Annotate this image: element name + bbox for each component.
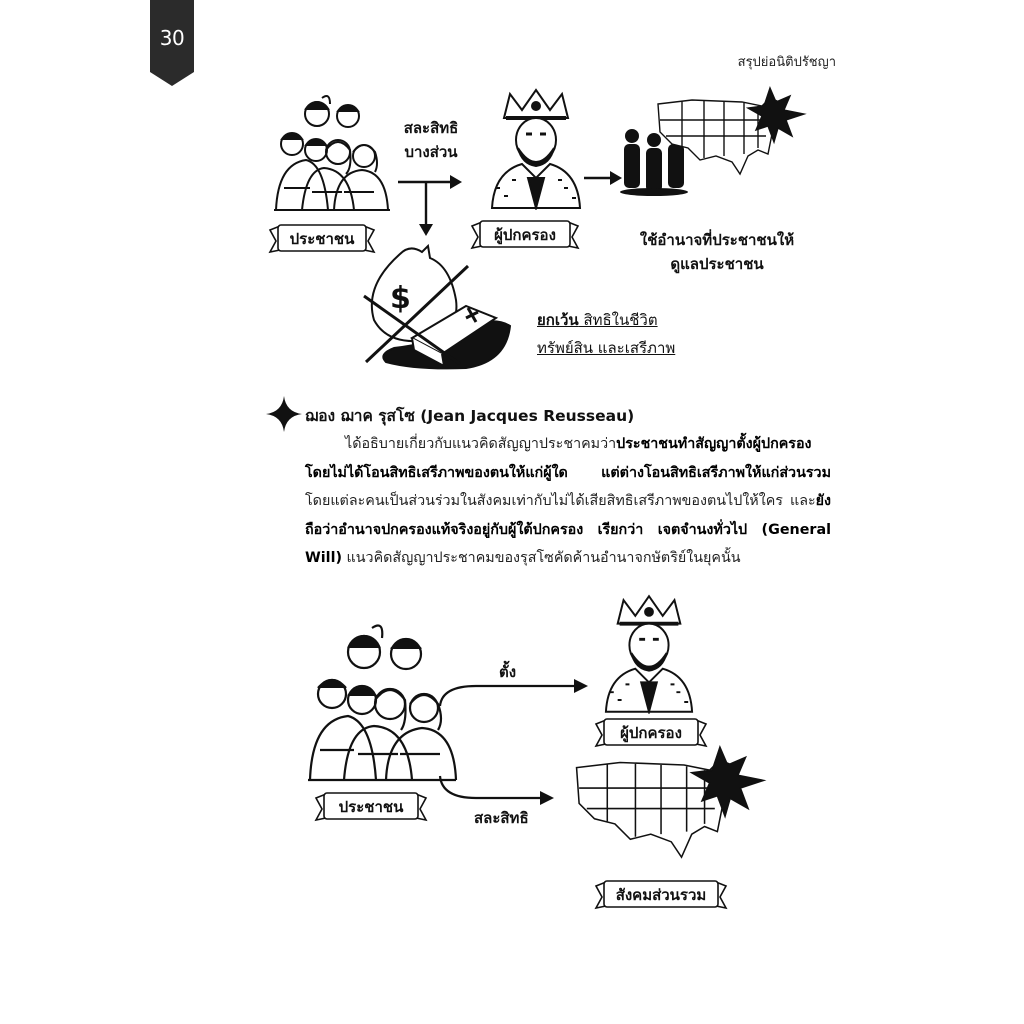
society-label: สังคมส่วนรวม [615,886,707,904]
appoint-label: ตั้ง [499,663,517,681]
section-title: ฌอง ฌาค รุสโซ (Jean Jacques Reusseau) [305,407,635,425]
page-number: 30 [159,26,185,50]
give-up-rights-label: สละสิทธิ [474,809,529,827]
exception-line-2: ทรัพย์สิน และเสรีภาพ [537,339,676,357]
king-illustration [488,88,584,210]
page-number-tab [150,0,194,86]
people-group-illustration [272,92,392,216]
exception-keyword: ยกเว้น [537,311,579,329]
usa-map-illustration [652,84,810,184]
exception-life-right: สิทธิในชีวิต [578,311,658,329]
give-up-some-rights-label: สละสิทธิ บางส่วน [403,119,459,161]
use-power-for-people-text: ใช้อำนาจที่ประชาชนให้ ดูแลประชาชน [639,231,795,273]
usa-map-illustration [566,742,774,870]
rights-arrows [396,170,466,240]
paragraph-run: แนวคิดสัญญาประชาคมของรุสโซคัดค้านอำนาจกษัตริย์ในยุคนั้น [342,550,741,567]
paragraph-run-bold: ยังถือว่าอำนาจปกครองแท้จริงอยู่กับผู้ใต้ปกครอง เรียกว่า เจตจำนงทั่วไป (General Will) [305,493,831,567]
people-label-banner [312,790,430,824]
ruler-label: ผู้ปกครอง [620,724,682,742]
running-head: สรุปย่อนิติปรัชญา [737,55,836,70]
ruler-label: ผู้ปกครอง [494,226,556,244]
people-label: ประชาชน [338,798,404,816]
people-label: ประชาชน [289,230,355,248]
paragraph-run-bold: ประชาชนทำสัญญาตั้งผู้ปกครองโดยไม่ได้โอนสิทธิเสรีภาพของตนให้แก่ผู้ใด แต่ต่างโอนสิทธิเสรีภาพให้แก่ส่วนรวม [305,436,831,481]
four-point-star-icon [266,396,302,436]
crossed-out-money-and-coffin-illustration [356,244,520,380]
king-illustration [602,594,696,714]
body-paragraph [305,430,831,573]
svg-text:$: $ [390,281,411,316]
paragraph-run: ได้อธิบายเกี่ยวกับแนวคิดสัญญาประชาคมว่า [345,436,617,452]
paragraph-run: โดยแต่ละคนเป็นส่วนร่วมในสังคมเท่ากับไม่ได้เสียสิทธิเสรีภาพของตนไปให้ใคร และ [305,493,816,510]
society-label-banner [592,878,730,912]
exception-line-1 [537,308,658,332]
